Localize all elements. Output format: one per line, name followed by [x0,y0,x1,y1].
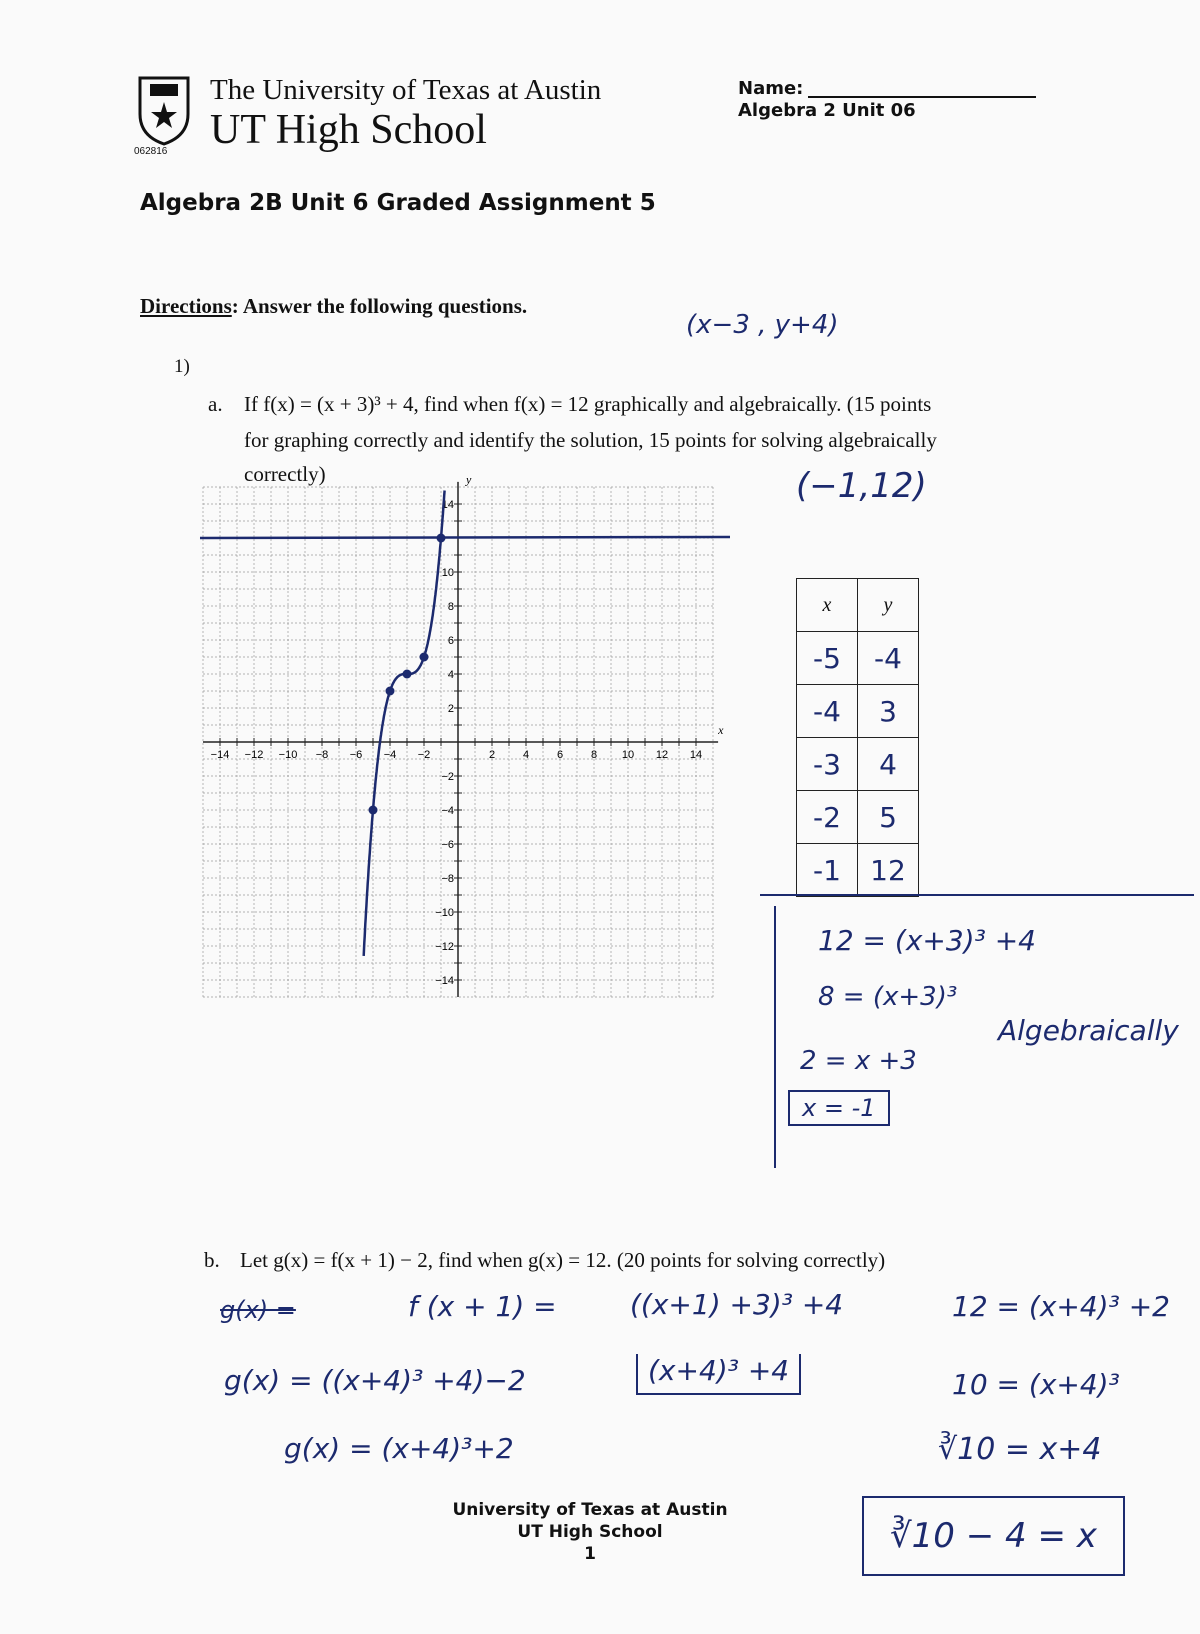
x-tick-label: −8 [315,749,329,761]
x-tick-label: 4 [522,749,530,761]
part-b-label: b. [204,1248,220,1272]
plotted-point [420,653,429,662]
plotted-point [386,687,395,696]
part-a-label: a. [208,392,223,416]
algebra-line1: 12 = (x+3)³ +4 [818,924,1036,957]
struck-work: g(x) = [220,1296,296,1324]
plotted-point [403,670,412,679]
assignment-title: Algebra 2B Unit 6 Graded Assignment 5 [140,190,656,216]
course-label: Algebra 2 Unit 06 [738,100,916,121]
table-cell: -5 [797,632,858,685]
y-tick-label: −10 [435,907,454,919]
y-tick-label: 10 [441,567,454,579]
x-tick-label: 12 [655,749,669,761]
algebra-line2: 8 = (x+3)³ [818,982,958,1012]
y-tick-label: −4 [441,805,454,817]
x-tick-label: 2 [488,749,496,761]
page-number: 1 [584,1544,596,1564]
y-tick-label: −6 [441,839,454,851]
xy-table [796,578,919,897]
work-step1: f (x + 1) = [408,1290,557,1323]
x-tick-label: −2 [417,749,431,761]
name-label: Name: [738,78,804,99]
y-tick-label: 14 [441,499,454,511]
algebra-answer: x = -1 [788,1090,890,1126]
x-tick-label: −6 [349,749,363,761]
work-step3: (x+4)³ +4 [636,1354,801,1395]
x-tick-label: −10 [278,749,298,761]
table-cell: -4 [797,685,858,738]
table-cell: 12 [858,844,919,897]
y-tick-label: −14 [435,975,454,987]
y-tick-label: 6 [447,635,454,647]
x-tick-label: 10 [621,749,635,761]
y-axis-label: y [466,472,472,487]
table-cell: -1 [797,844,858,897]
seal-code: 062816 [134,146,168,157]
ut-seal-icon [136,74,192,146]
footer-university: University of Texas at Austin [452,1500,728,1520]
question-number: 1) [174,356,190,377]
table-cell: 4 [858,738,919,791]
solve-step1: 12 = (x+4)³ +2 [952,1290,1170,1323]
algebraically-note: Algebraically [998,1014,1179,1047]
part-b-text: Let g(x) = f(x + 1) − 2, find when g(x) = 12. (20 points for solving correctly) [240,1248,886,1272]
directions-text: : Answer the following questions. [231,294,528,318]
table-cell: -2 [797,791,858,844]
x-tick-label: −12 [244,749,264,761]
plotted-point [437,534,446,543]
work-divider-v [774,906,776,1168]
y-tick-label: −8 [441,873,454,885]
table-cell: -4 [858,632,919,685]
y-tick-label: 4 [447,669,454,681]
x-tick-label: 8 [590,749,598,761]
answer-point: (−1,12) [796,466,927,506]
plotted-point [369,806,378,815]
name-field-line[interactable] [808,96,1036,98]
y-tick-label: 2 [447,703,454,715]
x-tick-label: −14 [210,749,230,761]
x-axis-label: x [718,723,724,737]
table-cell: 5 [858,791,919,844]
y-tick-label: −12 [435,941,454,953]
x-tick-label: 6 [556,749,564,761]
handwritten-transform: (x−3 , y+4) [686,310,839,340]
y-tick-label: 8 [447,601,454,613]
cubic-curve [364,491,445,956]
table-header-x: x [797,579,858,632]
table-cell: -3 [797,738,858,791]
work-step4: g(x) = ((x+4)³ +4)−2 [224,1364,526,1397]
solve-step2: 10 = (x+4)³ [952,1368,1120,1401]
horizontal-line-y12 [200,537,730,538]
directions [140,294,527,319]
part-a-line2: for graphing correctly and identify the solution, 15 points for solving algebraically [244,428,937,452]
work-step2: ((x+1) +3)³ +4 [630,1288,844,1321]
final-answer: ∛10 − 4 = x [862,1496,1125,1576]
table-cell: 3 [858,685,919,738]
work-step5: g(x) = (x+4)³+2 [284,1432,514,1465]
part-a-line1: If f(x) = (x + 3)³ + 4, find when f(x) = 12 graphically and algebraically. (15 points [244,392,932,416]
y-tick-label: −2 [441,771,454,783]
x-tick-label: −4 [383,749,397,761]
table-header-y: y [858,579,919,632]
university-name: The University of Texas at Austin [210,74,602,106]
solve-step3: ∛10 = x+4 [938,1432,1102,1467]
directions-label: Directions [140,294,232,318]
footer-school: UT High School [517,1522,663,1542]
work-divider-h [760,894,1194,896]
part-a-line3: correctly) [244,462,326,486]
school-name: UT High School [210,107,487,153]
algebra-line3: 2 = x +3 [800,1046,917,1076]
x-tick-label: 14 [689,749,703,761]
